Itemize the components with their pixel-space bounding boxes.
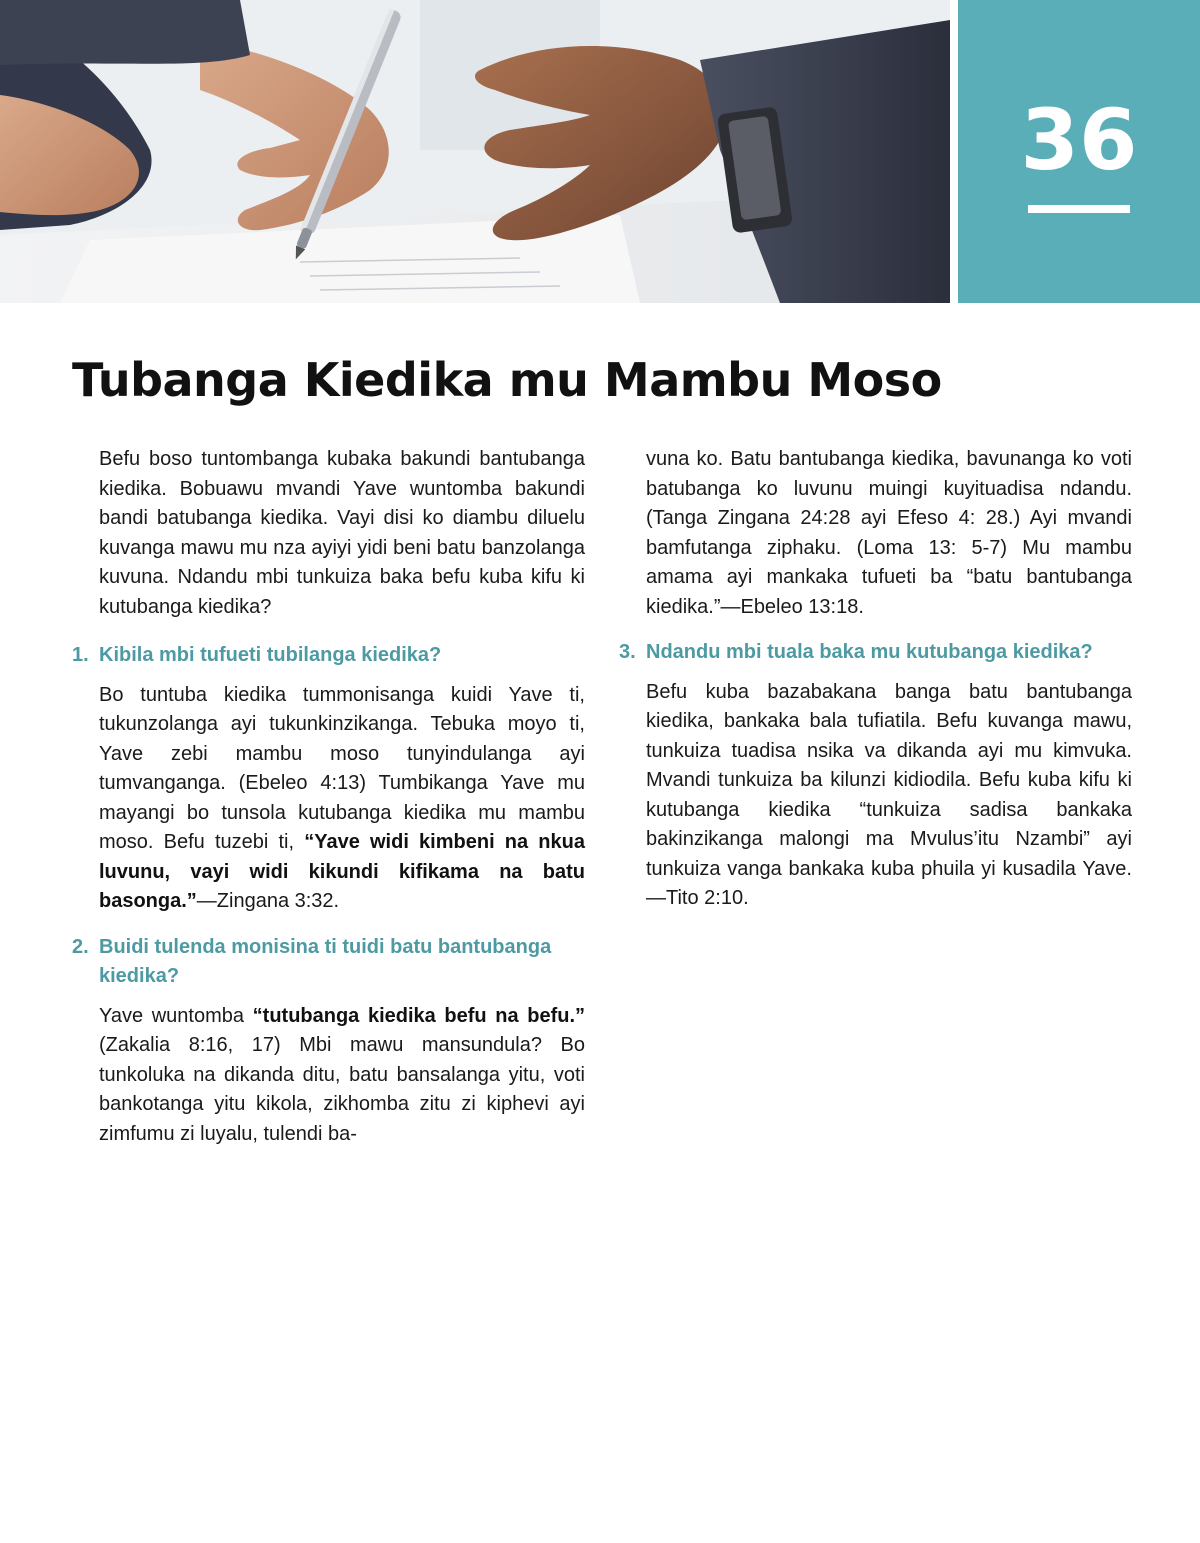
answer-1-bold-quote: “Yave widi kimbeni na nkua luvunu, vayi widi kikundi kifikama na batu basonga.” <box>99 831 585 912</box>
page-title: Tubanga Kiedika mu Mambu Moso <box>72 353 942 407</box>
answer-2-text-left: (Zakalia 8:16, 17) Mbi mawu mansundula? Bo tunkoluka na dikanda ditu, batu bansalanga yitu, voti bankotanga yitu kikola, zikhomba zitu zi kiphevi ayi zimfumu zi luyalu, tulendi ba- <box>99 1034 585 1145</box>
hands-signing-illustration <box>0 0 950 303</box>
answer-1-reference: —Zingana 3:32. <box>196 890 340 912</box>
lesson-number: 36 <box>1020 91 1138 189</box>
question-1-text: Kibila mbi tufueti tubilanga kiedika? <box>99 644 442 666</box>
answer-2-paragraph <box>99 1002 585 1150</box>
question-2-heading <box>72 933 585 992</box>
question-3-heading <box>619 638 1132 668</box>
answer-2-continued: vuna ko. Batu bantubanga kiedika, bavunanga ko voti batubanga ko luvunu muingi kuyituadisa ndandu. (Tanga Zingana 24:28 ayi Efeso 4: 28.) Ayi mvandi bamfutanga ziphaku. (Loma 13: 5-7) Mu mambu amama ayi mankaka tufueti ba “batu bantubanga kiedika.”—Ebeleo 13:18. <box>646 448 1132 618</box>
right-column <box>619 445 1132 930</box>
badge-underline <box>1028 205 1130 213</box>
question-2-number: 2. <box>72 935 89 958</box>
answer-1-paragraph <box>99 681 585 917</box>
answer-2-pre: Yave wuntomba <box>99 1004 245 1027</box>
left-column <box>72 445 585 1165</box>
intro-paragraph: Befu boso tuntombanga kubaka bakundi bantubanga kiedika. Bobuawu mvandi Yave wuntomba bakundi bandi batubanga kiedika. Vayi disi ko diambu diluelu kuvanga mawu mu nza ayiyi yidi beni batu banzolanga kuvuna. Ndandu mbi tunkuiza baka befu kuba kifu ki kutubanga kiedika? <box>99 448 585 618</box>
hero-photo <box>0 0 950 303</box>
question-3-text: Ndandu mbi tuala baka mu kutubanga kiedika? <box>646 641 1093 663</box>
question-1-heading <box>72 641 585 671</box>
question-3-number: 3. <box>619 641 636 663</box>
question-2-text: Buidi tulenda monisina ti tuidi batu bantubanga kiedika? <box>99 935 552 987</box>
lesson-number-badge <box>958 0 1200 303</box>
question-1-number: 1. <box>72 644 89 666</box>
answer-3-paragraph: Befu kuba bazabakana banga batu bantubanga kiedika, bankaka bala tufiatila. Befu kuvanga mawu, tunkuiza tuadisa nsika va dikanda ayi mu kimvuka. Mvandi tunkuiza ba kilunzi kidiodila. Befu kuba kifu ki kutubanga kiedika “tunkuiza sadisa bankaka bakinzikanga malongi ma Mvulus’itu Nzambi” ayi tunkuiza vanga bankaka kuba phuila yi kusadila Yave.—Tito 2:10. <box>646 680 1132 909</box>
answer-1-text: Bo tuntuba kiedika tummonisanga kuidi Yave ti, tukunzolanga ayi tukunkinzikanga. Tebuka moyo ti, Yave zebi mambu moso tunyindulanga ayi tumvanganga. (Ebeleo 4:13) Tumbikanga Yave mu mayangi bo tunsola kutubanga kiedika mu mambu moso. Befu tuzebi ti, <box>99 683 585 853</box>
answer-2-bold-quote: “tutubanga kiedika befu na befu.” <box>252 1004 585 1027</box>
